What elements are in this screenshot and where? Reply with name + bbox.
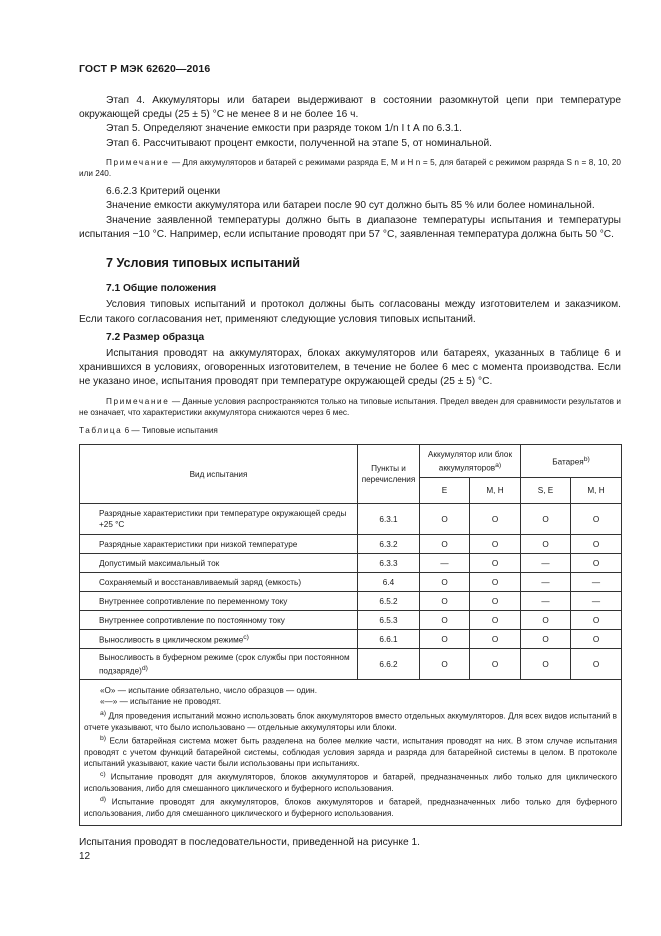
final-paragraph: Испытания проводят в последовательности, приведенной на рисунке 1. (79, 837, 420, 849)
table-note (84, 708, 617, 733)
test-name-cell: Допустимый максимальный ток (80, 554, 358, 573)
section-72-paragraph: Испытания проводят на аккумуляторах, блоках аккумуляторов или батареях, указанных в таблице 6 и хранившихся в условиях, оговоренных изготовителем, в течение не более 6 мес с момента производства. Если не указано иное, испытания проводят при температуре окружающей среды (25 ± 5) °С. (79, 348, 621, 388)
stage5-paragraph: Этап 5. Определяют значение емкости при разряде током 1/n I t А по 6.3.1. (106, 123, 462, 135)
value-cell: О (420, 573, 470, 592)
note-1-text: — Для аккумуляторов и батарей с режимами разряда Е, М и Н n = 5, для батарей с режимом разряда S n = 8, 10, 20 или 240. (79, 157, 621, 179)
table-note (84, 733, 617, 769)
table-note-sup: a) (100, 709, 107, 717)
table-note-sup: d) (100, 796, 107, 804)
note-2-text: — Данные условия распространяются только на типовые испытания. Предел введен для сравнимости результатов и не означает, что характеристики аккумулятора снижаются через 6 мес. (79, 396, 621, 417)
clause-cell: 6.3.2 (358, 535, 420, 554)
table-note (84, 769, 617, 794)
value-cell: О (571, 611, 622, 630)
value-cell: О (420, 592, 470, 611)
value-cell: — (571, 592, 622, 611)
value-cell: О (470, 649, 521, 680)
clause-cell: 6.3.1 (358, 504, 420, 535)
col-header-battery (521, 445, 622, 478)
table-row (80, 649, 622, 680)
section-7-heading: 7 Условия типовых испытаний (106, 256, 300, 271)
value-cell: — (571, 573, 622, 592)
clause-cell: 6.6.1 (358, 630, 420, 649)
value-cell: О (571, 630, 622, 649)
document-header: ГОСТ Р МЭК 62620—2016 (79, 63, 211, 75)
table-note (84, 794, 617, 819)
col-header-cells (420, 445, 521, 478)
footnote-ref: c) (243, 634, 249, 642)
stage6-paragraph: Этап 6. Рассчитывают процент емкости, полученной на этапе 5, от номинальной. (106, 137, 492, 149)
value-cell: О (470, 630, 521, 649)
section-72-heading: 7.2 Размер образца (106, 331, 205, 343)
test-name-text: Выносливость в буферном режиме (срок службы при постоянном подзаряде) (99, 652, 350, 676)
temperature-paragraph: Значение заявленной температуры должно быть в диапазоне температуры испытания и температуры испытания −10 °С. Например, если испытание проводят при 57 °С, заявленная температура должна быть 50 °С. (79, 214, 621, 240)
col-header-clause: Пункты и перечисления (358, 445, 420, 504)
page-number: 12 (79, 851, 91, 862)
table-note (84, 685, 617, 696)
test-name-cell: Разрядные характеристики при температуре окружающей среды +25 °С (80, 504, 358, 535)
value-cell: О (470, 573, 521, 592)
clause-cell: 6.5.2 (358, 592, 420, 611)
subheader-cell: S, E (521, 478, 571, 504)
table-note-sup: c) (100, 771, 106, 779)
value-cell: О (521, 630, 571, 649)
clause-cell: 6.5.3 (358, 611, 420, 630)
test-name-cell: Сохраняемый и восстанавливаемый заряд (емкость) (80, 573, 358, 592)
table-note (84, 696, 617, 707)
value-cell: О (420, 504, 470, 535)
value-cell: О (420, 611, 470, 630)
clause-cell: 6.3.3 (358, 554, 420, 573)
page-content (79, 94, 621, 851)
value-cell: О (470, 554, 521, 573)
test-name-cell (80, 649, 358, 680)
test-name-cell: Внутреннее сопротивление по переменному току (80, 592, 358, 611)
col-header-cells-sup: a) (495, 461, 502, 469)
note-1-label: Примечание (106, 157, 170, 167)
table-note-text: Если батарейная система может быть разделена на более мелкие части, испытания проводят на них. В этом случае испытания проводят с учетом функций батарейной системы, соблюдая условия заряда и разряда для батарейной системы в целом. В протоколе испытаний указывают, какие части были использованы при испытаниях. (84, 736, 618, 768)
section-6623-heading: 6.6.2.3 Критерий оценки (106, 186, 221, 198)
criterion-paragraph: Значение емкости аккумулятора или батареи после 90 сут должно быть 85 % или более номинальной. (106, 200, 595, 212)
value-cell: О (470, 611, 521, 630)
value-cell: О (420, 630, 470, 649)
value-cell: О (470, 504, 521, 535)
table-notes (80, 680, 622, 826)
value-cell: О (470, 592, 521, 611)
table-note-text: Испытание проводят для аккумуляторов, блоков аккумуляторов и батарей, предназначенных либо только для циклического использования, либо для смешанного циклического и буферного использования. (84, 772, 618, 794)
section-71-paragraph: Условия типовых испытаний и протокол должны быть согласованы между изготовителем и заказчиком. Если такого согласования нет, применяют следующие условия типовых испытаний. (79, 299, 621, 325)
note-2-label: Примечание (106, 396, 170, 406)
table-row (80, 504, 622, 535)
table-note-text: Для проведения испытаний можно использовать блок аккумуляторов вместо отдельных аккумуляторов. Для всех видов испытаний в отчете указывают, что было использовано — отдельные аккумуляторы или блоки. (84, 711, 618, 732)
footnote-ref: d) (141, 664, 148, 672)
value-cell: О (521, 535, 571, 554)
test-name-cell: Разрядные характеристики при низкой температуре (80, 535, 358, 554)
value-cell: О (420, 649, 470, 680)
section-71-heading: 7.1 Общие положения (106, 283, 217, 295)
col-header-battery-label: Батарея (552, 458, 584, 468)
clause-cell: 6.6.2 (358, 649, 420, 680)
test-name-text: Выносливость в циклическом режиме (99, 636, 244, 646)
table-note-sup: b) (100, 734, 107, 742)
col-header-cells-label: Аккумулятор или блок аккумуляторов (427, 449, 513, 473)
value-cell: — (521, 554, 571, 573)
value-cell: — (521, 592, 571, 611)
value-cell: — (521, 573, 571, 592)
table-row (80, 630, 622, 649)
table-row (80, 592, 622, 611)
value-cell: О (521, 504, 571, 535)
test-name-cell: Внутреннее сопротивление по постоянному току (80, 611, 358, 630)
value-cell: О (571, 554, 622, 573)
stage4-paragraph: Этап 4. Аккумуляторы или батареи выдерживают в состоянии разомкнутой цепи при температуре окружающей среды (25 ± 5) °С не менее 8 и не более 16 ч. (79, 95, 621, 121)
table-notes-row (80, 680, 622, 826)
value-cell: О (470, 535, 521, 554)
note-2 (79, 396, 621, 418)
clause-cell: 6.4 (358, 573, 420, 592)
test-name-cell (80, 630, 358, 649)
table-row (80, 535, 622, 554)
subheader-cell: Е (420, 478, 470, 504)
table-note-text: «О» — испытание обязательно, число образцов — один. (100, 686, 317, 696)
value-cell: О (571, 504, 622, 535)
subheader-cell: М, Н (470, 478, 521, 504)
col-header-battery-sup: b) (583, 456, 590, 464)
value-cell: — (420, 554, 470, 573)
value-cell: О (521, 611, 571, 630)
table-caption (79, 424, 621, 438)
note-1 (79, 157, 621, 179)
value-cell: О (420, 535, 470, 554)
table-note-text: Испытание проводят для аккумуляторов, блоков аккумуляторов и батарей, предназначенных либо только для буферного использования, либо для смешанного циклического и буферного использования. (84, 798, 618, 819)
value-cell: О (571, 649, 622, 680)
table-row (80, 554, 622, 573)
table-caption-text: 6 — Типовые испытания (122, 426, 218, 436)
value-cell: О (571, 535, 622, 554)
subheader-cell: М, Н (571, 478, 622, 504)
table-note-text: «—» — испытание не проводят. (100, 697, 221, 707)
table-row (80, 611, 622, 630)
value-cell: О (521, 649, 571, 680)
table-caption-label: Таблица (79, 426, 123, 436)
col-header-test: Вид испытания (80, 445, 358, 504)
table-row (80, 573, 622, 592)
type-tests-table (79, 444, 622, 826)
